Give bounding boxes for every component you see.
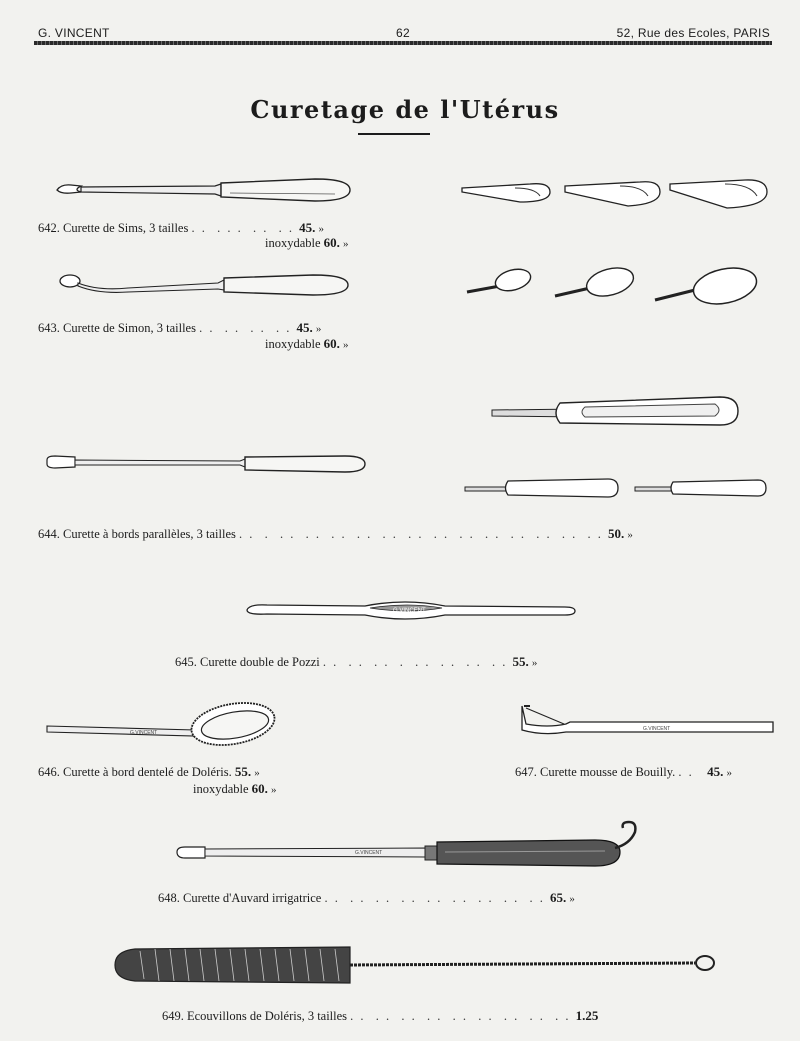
item-646-price: 55. xyxy=(234,764,252,779)
item-649-line xyxy=(162,1008,598,1024)
item-644-line xyxy=(38,526,633,542)
item-647-line xyxy=(515,764,732,780)
leader-dots: . . xyxy=(678,765,705,779)
item-646-alt-line xyxy=(193,781,277,797)
item-643-alt-label: inoxydable xyxy=(265,337,321,351)
parallel-curette-tips-small xyxy=(463,476,768,501)
item-645-line xyxy=(175,654,537,670)
price-suffix: » xyxy=(569,893,575,905)
leader-dots: . . . . . . . . xyxy=(199,321,297,335)
header-rule xyxy=(34,41,772,45)
pozzi-double-curette-illustration xyxy=(245,598,580,626)
sims-curette-tips xyxy=(460,178,770,218)
item-643-alt-price: 60. xyxy=(323,336,340,351)
header-left: G. VINCENT xyxy=(38,26,110,40)
simon-curette-illustration xyxy=(58,270,353,300)
item-646-alt-price: 60. xyxy=(251,781,268,796)
auvard-irrigating-curette-illustration xyxy=(175,818,655,873)
item-648-label: 648. Curette d'Auvard irrigatrice xyxy=(158,891,322,905)
item-648-line xyxy=(158,890,575,906)
leader-dots: . . . . . . . . . . . . . . . . . . . . . . . . . . . . . xyxy=(238,527,608,541)
item-649-price: 1.25 xyxy=(575,1008,599,1023)
price-suffix: » xyxy=(627,529,633,541)
item-643-alt-line xyxy=(265,336,349,352)
bouilly-stamp: G.VINCENT xyxy=(643,726,671,732)
price-suffix: » xyxy=(318,223,324,235)
item-648-price: 65. xyxy=(549,890,567,905)
item-646-line xyxy=(38,764,260,780)
doleris-stamp: G.VINCENT xyxy=(130,730,158,736)
item-642-alt-price: 60. xyxy=(323,235,340,250)
parallel-curette-illustration xyxy=(45,452,370,477)
item-646-alt-label: inoxydable xyxy=(193,782,249,796)
item-642-alt-label: inoxydable xyxy=(265,236,321,250)
item-642-label: 642. Curette de Sims, 3 tailles xyxy=(38,221,189,235)
item-649-label: 649. Ecouvillons de Doléris, 3 tailles xyxy=(162,1009,348,1023)
item-643-line xyxy=(38,320,321,336)
item-644-label: 644. Curette à bords parallèles, 3 tailles xyxy=(38,527,236,541)
leader-dots: . . . . . . . . . . . . . . . . . . xyxy=(350,1009,576,1023)
price-suffix: » xyxy=(271,784,277,796)
leader-dots: . . . . . . . . . . . . . . . xyxy=(322,655,513,669)
item-647-label: 647. Curette mousse de Bouilly. xyxy=(515,765,676,779)
item-645-price: 55. xyxy=(512,654,529,669)
auvard-stamp: G.VINCENT xyxy=(355,850,383,856)
header-address: 52, Rue des Ecoles, PARIS xyxy=(616,26,770,40)
price-suffix: » xyxy=(343,339,349,351)
page-number: 62 xyxy=(396,26,410,40)
leader-dots: . . . . . . . . . . . . . . . . . . xyxy=(324,891,550,905)
price-suffix: » xyxy=(726,767,733,779)
pozzi-stamp: G.VINCENT xyxy=(393,608,426,614)
item-644-price: 50. xyxy=(607,526,625,541)
item-642-price: 45. xyxy=(299,220,316,235)
item-647-price: 45. xyxy=(707,764,724,779)
price-suffix: » xyxy=(531,657,538,669)
doleris-serrated-curette-illustration xyxy=(45,700,280,755)
sims-curette-illustration xyxy=(55,175,355,205)
doleris-brush-illustration xyxy=(110,943,720,988)
item-646-label: 646. Curette à bord dentelé de Doléris. xyxy=(38,765,232,779)
item-642-alt-line xyxy=(265,235,349,251)
price-suffix: » xyxy=(343,238,349,250)
item-645-label: 645. Curette double de Pozzi xyxy=(175,655,320,669)
bouilly-blunt-curette-illustration xyxy=(518,702,778,742)
simon-curette-tips xyxy=(465,262,795,312)
leader-dots: . . . . . . . . . xyxy=(191,221,300,235)
title-underline xyxy=(358,133,430,135)
parallel-curette-tip-large xyxy=(490,395,745,430)
page-title: Curetage de l'Utérus xyxy=(250,95,560,124)
item-642-line xyxy=(38,220,324,236)
price-suffix: » xyxy=(315,323,322,335)
price-suffix: » xyxy=(254,767,260,779)
item-643-price: 45. xyxy=(296,320,313,335)
item-643-label: 643. Curette de Simon, 3 tailles xyxy=(38,321,196,335)
